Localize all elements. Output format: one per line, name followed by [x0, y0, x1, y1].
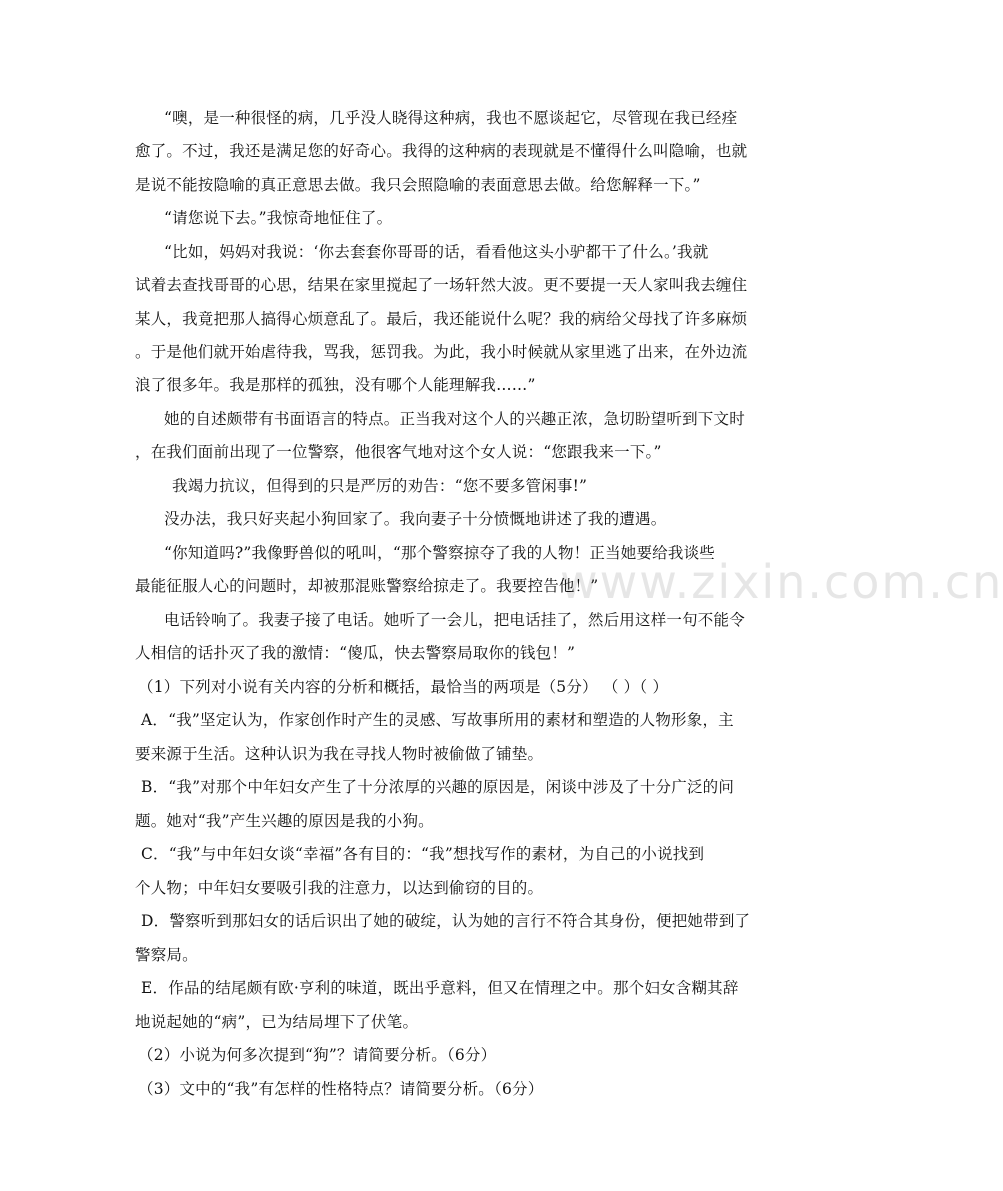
text-line: 是说不能按隐喻的真正意思去做。我只会照隐喻的表面意思去做。给您解释一下。” — [135, 176, 701, 194]
text-line: 警察局。 — [135, 946, 198, 964]
option-c: C．“我”与中年妇女谈“幸福”各有目的：“我”想找写作的素材，为自己的小说找到 — [141, 845, 705, 863]
text-line: 愈了。不过，我还是满足您的好奇心。我得的这种病的表现就是不懂得什么叫隐喻，也就 — [135, 142, 748, 160]
question-1: （1）下列对小说有关内容的分析和概括，最恰当的两项是（5分） （ ）（ ） — [138, 678, 669, 696]
text-line: 。于是他们就开始虐待我，骂我，惩罚我。为此，我小时候就从家里逃了出来，在外边流 — [135, 343, 748, 361]
text-line: “你知道吗?”我像野兽似的吼叫，“那个警察掠夺了我的人物！正当她要给我谈些 — [164, 544, 715, 562]
text-line: 试着去查找哥哥的心思，结果在家里搅起了一场轩然大波。更不要提一天人家叫我去缠住 — [135, 276, 748, 294]
text-line: 要来源于生活。这种认识为我在寻找人物时被偷做了铺垫。 — [135, 745, 544, 763]
question-3: （3）文中的“我”有怎样的性格特点？请简要分析。（6分） — [138, 1080, 544, 1098]
watermark: www.zixin.com.cn — [560, 555, 1003, 609]
text-line: 没办法，我只好夹起小狗回家了。我向妻子十分愤慨地讲述了我的遭遇。 — [164, 510, 667, 528]
text-line: 个人物；中年妇女要吸引我的注意力，以达到偷窃的目的。 — [135, 879, 544, 897]
question-2: （2）小说为何多次提到“狗”？请简要分析。（6分） — [138, 1046, 497, 1064]
text-line: “噢，是一种很怪的病，几乎没人晓得这种病，我也不愿谈起它，尽管现在我已经痊 — [164, 109, 738, 127]
text-line: 人相信的话扑灭了我的激情：“傻瓜，快去警察局取你的钱包！” — [135, 644, 576, 662]
text-line: 电话铃响了。我妻子接了电话。她听了一会儿，把电话挂了，然后用这样一句不能令 — [164, 611, 745, 629]
text-line: 浪了很多年。我是那样的孤独，没有哪个人能理解我……” — [135, 376, 536, 394]
text-line: “请您说下去。”我惊奇地怔住了。 — [164, 209, 393, 227]
option-b: B．“我”对那个中年妇女产生了十分浓厚的兴趣的原因是，闲谈中涉及了十分广泛的问 — [141, 778, 735, 796]
text-line: 她的自述颇带有书面语言的特点。正当我对这个人的兴趣正浓，急切盼望听到下文时 — [164, 410, 745, 428]
text-line: 最能征服人心的问题时，却被那混账警察给掠走了。我要控告他！” — [135, 577, 599, 595]
text-line: “比如，妈妈对我说：‘你去套套你哥哥的话，看看他这头小驴都干了什么。’我就 — [164, 243, 709, 261]
text-line: 题。她对“我”产生兴趣的原因是我的小狗。 — [135, 812, 434, 830]
text-line: 地说起她的“病”，已为结局埋下了伏笔。 — [135, 1013, 419, 1031]
text-line: ，在我们面前出现了一位警察，他很客气地对这个女人说：“您跟我来一下。” — [135, 443, 662, 461]
option-d: D．警察听到那妇女的话后识出了她的破绽，认为她的言行不符合其身份，便把她带到了 — [141, 912, 751, 930]
text-line: 某人，我竟把那人搞得心烦意乱了。最后，我还能说什么呢？我的病给父母找了许多麻烦 — [135, 310, 748, 328]
option-a: A．“我”坚定认为，作家创作时产生的灵感、写故事所用的素材和塑造的人物形象，主 — [141, 711, 734, 729]
option-e: E．作品的结尾颇有欧·亨利的味道，既出乎意料，但又在情理之中。那个妇女含糊其辞 — [141, 979, 739, 997]
text-line: 我竭力抗议，但得到的只是严厉的劝告：“您不要多管闲事!” — [172, 477, 588, 495]
